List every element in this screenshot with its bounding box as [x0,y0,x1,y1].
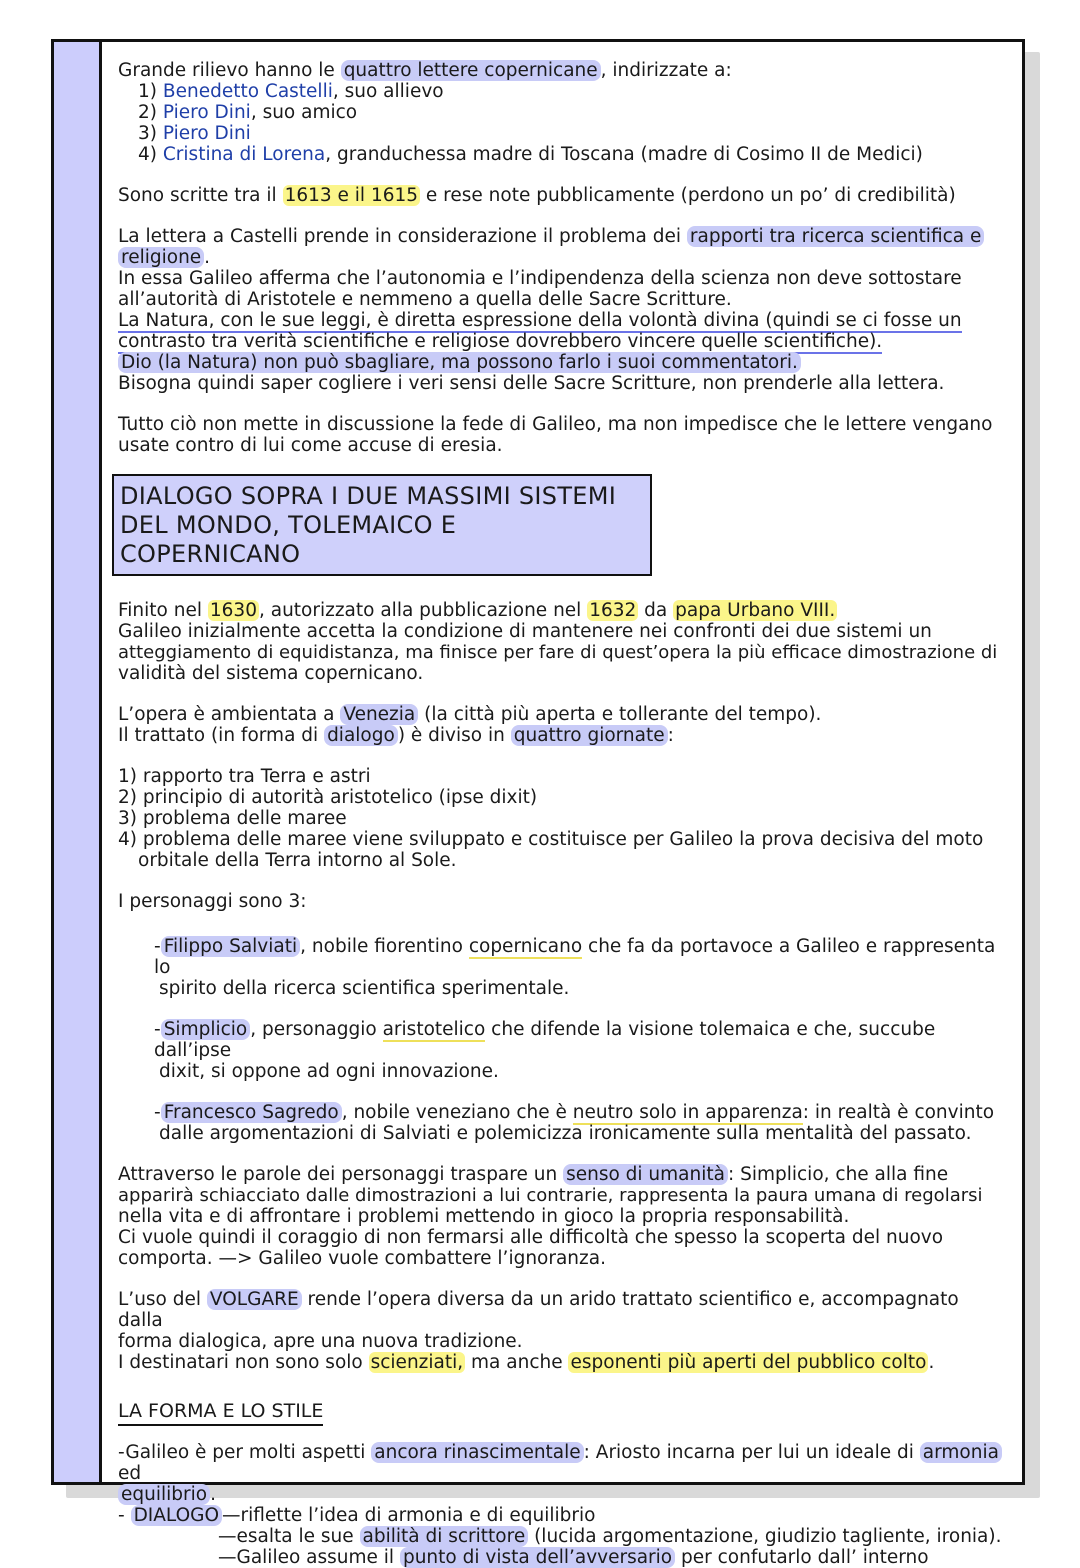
umanita-line: Ci vuole quindi il coraggio di non fermarsi alle difficoltà che spesso la scoperta del nuovo [118,1227,944,1248]
letter-item: 2) Piero Dini, suo amico [138,102,358,123]
umanita-line: apparirà schiacciato dalle dimostrazioni a lui contrarie, rappresenta la paura umana di regolarsi [118,1185,983,1206]
section-title-line: DEL MONDO, TOLEMAICO E COPERNICANO [120,511,457,568]
umanita-line: comporta. —> Galileo vuole combattere l’ignoranza. [118,1248,606,1269]
dialogo-line: validità del sistema copernicano. [118,663,424,684]
umanita-line: Attraverso le parole dei personaggi traspare un senso di umanità : Simplicio, che alla fine [118,1164,949,1185]
destinatari-line: I destinatari non sono solo scienziati, ma anche esponenti più aperti del pubblico colto . [118,1352,935,1373]
castelli-line: La lettera a Castelli prende in considerazione il problema dei rapporti tra ricerca scientifica e [118,226,1008,247]
castelli-line: La Natura, con le sue leggi, è diretta espressione della volontà divina (quindi se ci fosse un [118,310,962,331]
dialogo-line: Galileo inizialmente accetta la condizione di mantenere nei confronti dei due sistemi un [118,621,932,642]
castelli-line: all’autorità di Aristotele e nemmeno a quella delle Sacre Scritture. [118,289,732,310]
highlight: scienziati, [370,1352,464,1373]
stile-line: —Galileo assume il punto di vista dell’avversario per confutarlo dall’ interno [218,1547,929,1568]
castelli-line: Tutto ciò non mette in discussione la fede di Galileo, ma non impedisce che le lettere vengano [118,414,993,435]
castelli-line: Bisogna quindi saper cogliere i veri sensi delle Sacre Scritture, non prenderle alla lettera. [118,373,945,394]
section-title-box [112,474,652,576]
highlight: equilibrio [118,1484,210,1505]
highlight: esponenti più aperti del pubblico colto [570,1352,927,1373]
dialogo-line: atteggiamento di equidistanza, ma finisce per fare di quest’opera la più efficace dimostrazione di [118,642,998,663]
highlight: armonia [920,1442,1002,1463]
highlight: Francesco Sagredo [161,1102,342,1123]
day-item-cont: orbitale della Terra intorno al Sole. [138,850,457,871]
letters-dates: Sono scritte tra il 1613 e il 1615 e rese note pubblicamente (perdono un po’ di credibilità) [118,185,956,206]
volgare-line: L’uso del VOLGARE rende l’opera diversa da un arido trattato scientifico e, accompagnato dalla [118,1289,959,1331]
castelli-line [118,352,1008,373]
stile-line: -Galileo è per molti aspetti ancora rinascimentale : Ariosto incarna per lui un ideale di armonia ed [118,1442,1008,1484]
highlight: quattro lettere copernicane [341,60,601,81]
castelli-line: contrasto tra verità scientifiche e religiose dovrebbero vincere quelle scientifiche). [118,331,883,352]
highlight: quattro giornate [511,725,668,746]
section-title-line: DIALOGO SOPRA I DUE MASSIMI SISTEMI [120,482,617,510]
day-item: 1) rapporto tra Terra e astri [118,766,371,787]
highlight: senso di umanità [563,1164,728,1185]
highlight: punto di vista dell’avversario [400,1547,675,1568]
dialogo-line: Il trattato (in forma di dialogo ) è diviso in quattro giornate : [118,725,674,746]
day-item: 3) problema delle maree [118,808,347,829]
highlight: Filippo Salviati [161,936,300,957]
highlight: Dio (la Natura) non può sbagliare, ma possono farlo i suoi commentatori. [118,352,801,373]
castelli-line: usate contro di lui come accuse di eresia. [118,435,503,456]
highlight: Venezia [340,704,418,725]
highlight: rapporti tra ricerca scientifica e [687,226,984,247]
letter-item: 4) Cristina di Lorena, granduchessa madre di Toscana (madre di Cosimo II de Medici) [138,144,923,165]
subsection-heading: LA FORMA E LO STILE [118,1401,1008,1426]
volgare-line: forma dialogica, apre una nuova tradizione. [118,1331,523,1352]
margin-bar [54,42,102,1482]
character-salviati: - Filippo Salviati , nobile fiorentino copernicano che fa da portavoce a Galileo e rappresenta lo spirito della ricerca scientifica sperimentale. [154,936,996,999]
notes-content [118,60,1008,1568]
highlight: abilità di scrittore [360,1526,529,1547]
stile-line: equilibrio . [118,1484,1008,1505]
highlight: 1632 [589,600,637,621]
highlight: 1613 e il 1615 [284,185,419,206]
highlight: 1630 [209,600,257,621]
stile-line: —esalta le sue abilità di scrittore (lucida argomentazione, giudizio tagliente, ironia). [218,1526,1002,1547]
highlight: Simplicio [161,1019,251,1040]
dialogo-line: L’opera è ambientata a Venezia (la città più aperta e tollerante del tempo). [118,704,822,725]
castelli-line: religione . [118,247,1008,268]
highlight: ancora rinascimentale [371,1442,583,1463]
highlight: dialogo [324,725,398,746]
character-sagredo: - Francesco Sagredo , nobile veneziano che è neutro solo in apparenza: in realtà è convinto dalle argomentazioni di Salviati e polemicizza ironicamente sulla mentalità del passato. [154,1102,995,1144]
characters-intro: I personaggi sono 3: [118,891,307,912]
day-item: 2) principio di autorità aristotelico (ipse dixit) [118,787,538,808]
highlight: VOLGARE [207,1289,302,1310]
notes-page [51,39,1025,1568]
letter-item: 1) Benedetto Castelli, suo allievo [138,81,444,102]
umanita-line: nella vita e di affrontare i problemi mettendo in gioco la propria responsabilità. [118,1206,850,1227]
castelli-line: In essa Galileo afferma che l’autonomia e l’indipendenza della scienza non deve sottostare [118,268,962,289]
highlight: DIALOGO [131,1505,222,1526]
letters-intro: Grande rilievo hanno le quattro lettere copernicane , indirizzate a: [118,60,732,81]
highlight: religione [118,247,204,268]
letter-item: 3) Piero Dini [138,123,251,144]
day-item: 4) problema delle maree viene sviluppato e costituisce per Galileo la prova decisiva del moto [118,829,984,850]
character-simplicio: - Simplicio , personaggio aristotelico che difende la visione tolemaica e che, succube dall’ipse dixit, si oppone ad ogni innovazione. [154,1019,936,1082]
dialogo-line: Finito nel 1630 , autorizzato alla pubblicazione nel 1632 da papa Urbano VIII. [118,600,836,621]
highlight: papa Urbano VIII. [675,600,836,621]
stile-line: - DIALOGO —riflette l’idea di armonia e di equilibrio [118,1505,596,1526]
